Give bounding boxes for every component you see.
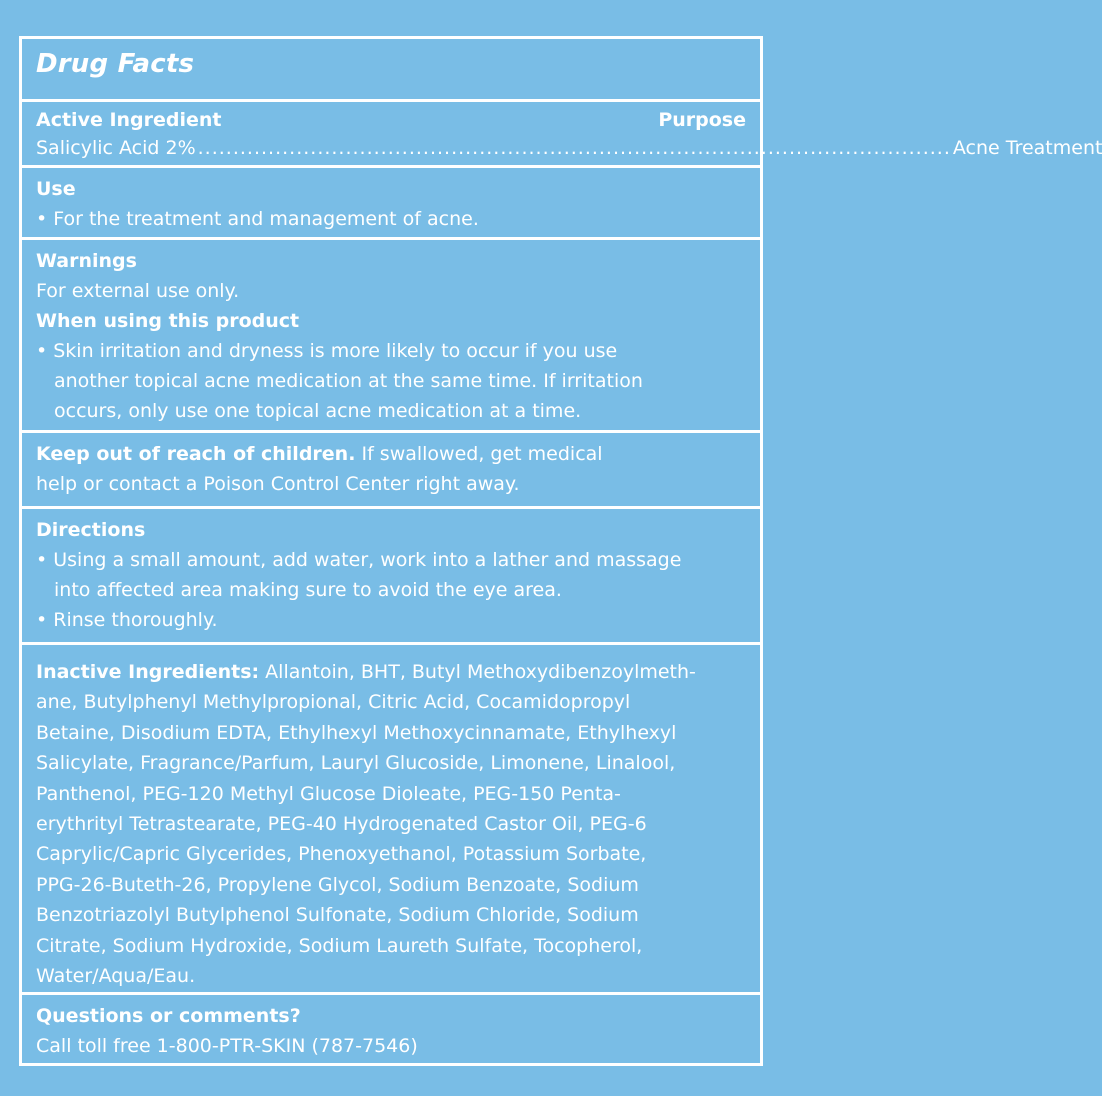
inactive-line: Caprylic/Capric Glycerides, Phenoxyethanol, Potassium Sorbate,: [36, 843, 647, 866]
keep-out-text: If swallowed, get medical: [355, 443, 603, 465]
inactive-line: Water/Aqua/Eau.: [36, 965, 196, 988]
inactive-line: Citrate, Sodium Hydroxide, Sodium Laureth Sulfate, Tocopherol,: [36, 934, 643, 957]
warning-line: another topical acne medication at the same time. If irritation: [54, 370, 643, 392]
directions-line: • Using a small amount, add water, work into a lather and massage: [36, 549, 682, 571]
leader-dots: ...........................................................................................................: [197, 137, 951, 159]
directions-heading: Directions: [36, 519, 146, 541]
directions-line: into affected area making sure to avoid the eye area.: [54, 579, 562, 601]
external-use-text: For external use only.: [36, 280, 240, 302]
active-ingredient-name: Salicylic Acid 2%: [36, 137, 196, 159]
keep-out-section: [22, 430, 760, 506]
use-heading: Use: [36, 178, 76, 200]
inactive-line: Allantoin, BHT, Butyl Methoxydibenzoylmeth-: [259, 661, 696, 683]
use-section: [22, 165, 760, 237]
drug-facts-title: Drug Facts: [36, 49, 195, 79]
directions-section: [22, 506, 760, 642]
use-item: • For the treatment and management of acne.: [36, 208, 479, 230]
inactive-line: Betaine, Disodium EDTA, Ethylhexyl Methoxycinnamate, Ethylhexyl: [36, 721, 677, 744]
questions-section: [22, 992, 760, 1063]
warnings-section: [22, 237, 760, 430]
active-ingredient-purpose: Acne Treatment: [952, 137, 1102, 159]
keep-out-line-2: help or contact a Poison Control Center right away.: [36, 473, 520, 495]
inactive-ingredients-heading: Inactive Ingredients:: [36, 661, 260, 683]
inactive-line: ane, Butylphenyl Methylpropional, Citric Acid, Cocamidopropyl: [36, 691, 631, 714]
warnings-heading: Warnings: [36, 250, 137, 272]
directions-line: • Rinse thoroughly.: [36, 609, 218, 631]
warning-line: • Skin irritation and dryness is more likely to occur if you use: [36, 340, 618, 362]
inactive-line: Benzotriazolyl Butylphenol Sulfonate, Sodium Chloride, Sodium: [36, 904, 639, 927]
toll-free-line: Call toll free 1-800-PTR-SKIN (787-7546): [36, 1035, 418, 1057]
when-using-heading: When using this product: [36, 310, 300, 332]
inactive-line: Salicylate, Fragrance/Parfum, Lauryl Glucoside, Limonene, Linalool,: [36, 752, 676, 775]
inactive-line: Panthenol, PEG-120 Methyl Glucose Dioleate, PEG-150 Penta-: [36, 782, 621, 805]
questions-heading: Questions or comments?: [36, 1005, 301, 1027]
active-ingredient-section: [22, 99, 1102, 165]
active-ingredient-heading: Active Ingredient: [36, 109, 222, 131]
inactive-line: PPG-26-Buteth-26, Propylene Glycol, Sodium Benzoate, Sodium: [36, 873, 639, 896]
drug-facts-panel: [19, 36, 1102, 1066]
purpose-heading: Purpose: [658, 109, 746, 131]
inactive-ingredients-section: [22, 642, 760, 992]
warning-line: occurs, only use one topical acne medication at a time.: [54, 400, 582, 422]
inactive-line: erythrityl Tetrastearate, PEG-40 Hydrogenated Castor Oil, PEG-6: [36, 813, 647, 836]
keep-out-heading: Keep out of reach of children.: [36, 443, 356, 465]
